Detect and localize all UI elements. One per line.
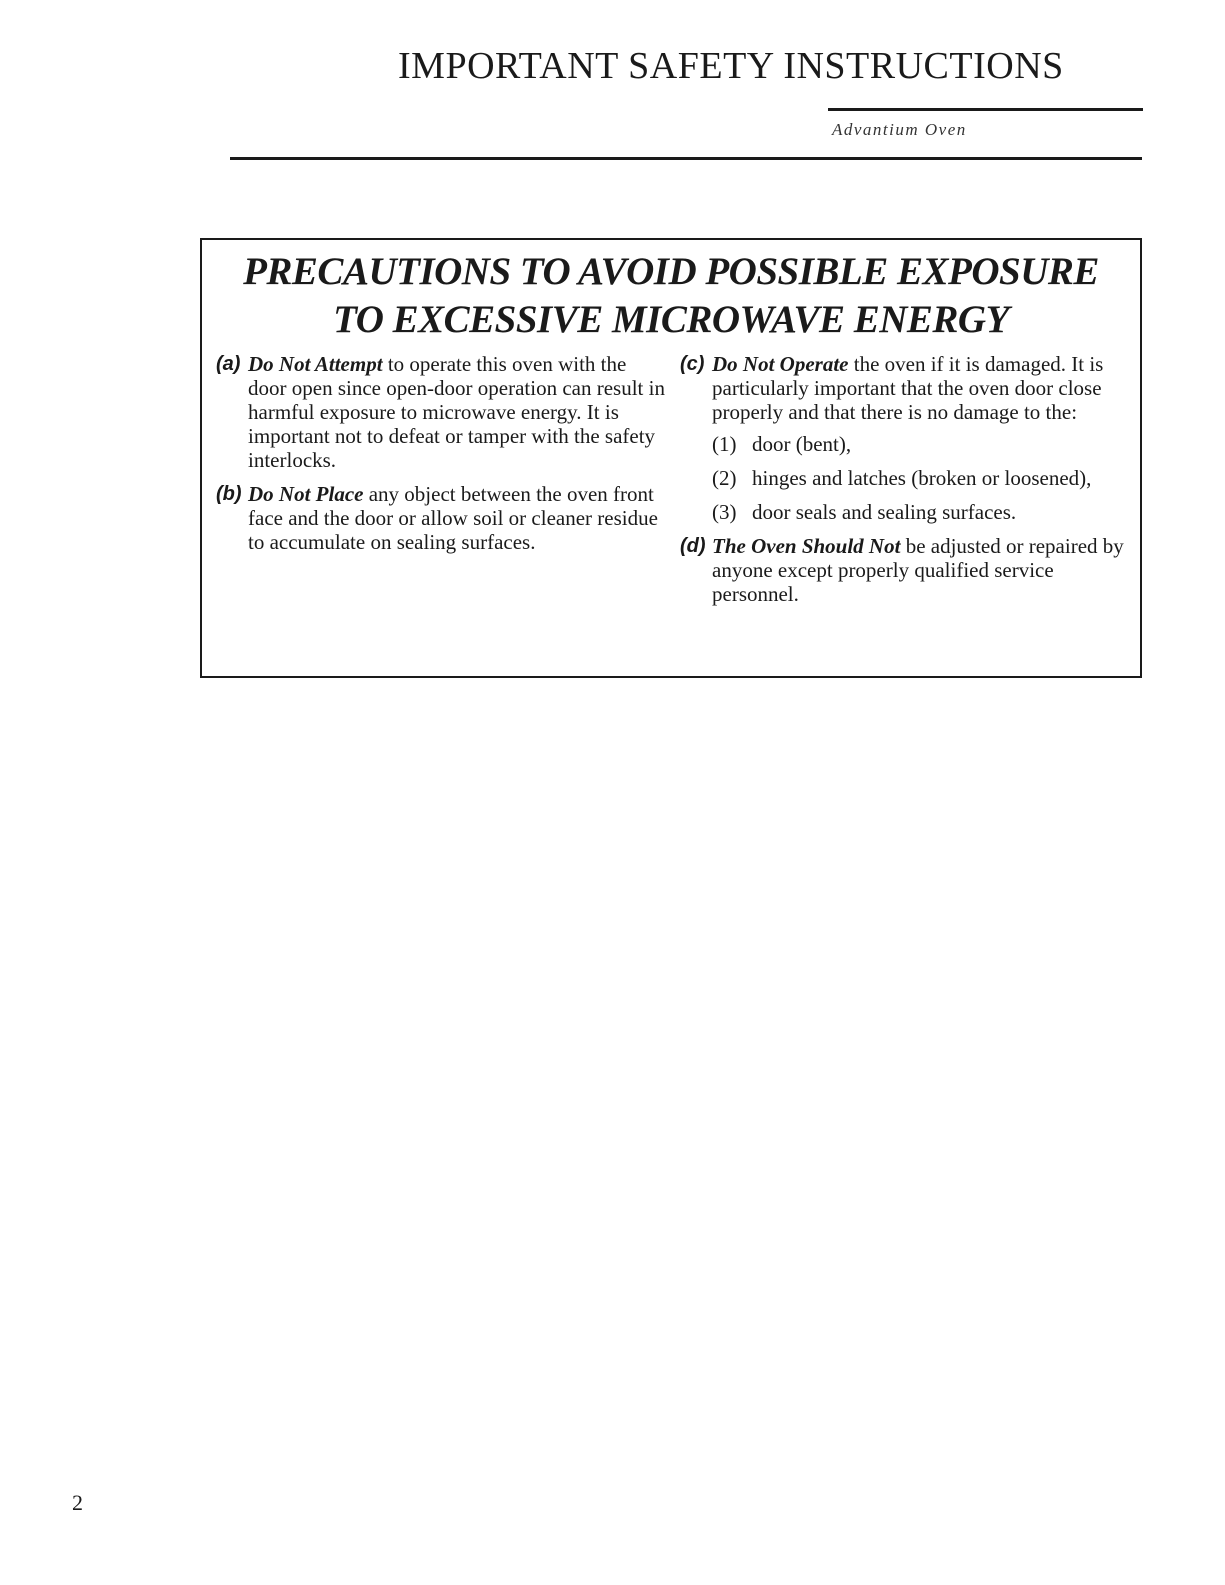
sub-number: (1) <box>712 432 737 456</box>
item-lead: The Oven Should Not <box>712 534 901 558</box>
product-name: Advantium Oven <box>832 120 967 139</box>
left-column <box>216 352 666 564</box>
sublist-item <box>712 432 1130 456</box>
item-letter: (d) <box>680 535 706 557</box>
item-letter: (b) <box>216 483 242 505</box>
damage-sublist <box>712 432 1130 524</box>
warning-title-line-1: PRECAUTIONS TO AVOID POSSIBLE EXPOSURE <box>243 250 1099 293</box>
header-rule-long <box>230 157 1142 160</box>
page-header-title: IMPORTANT SAFETY INSTRUCTIONS <box>398 45 1064 87</box>
item-text: be adjusted or repaired by anyone except properly qualified service personnel. <box>712 534 1124 606</box>
precaution-item-d <box>680 534 1130 606</box>
item-text: to operate this oven with the door open since open-door operation can result in harmful exposure to microwave energy. It is important not to defeat or tamper with the safety interlocks. <box>248 352 665 472</box>
sub-number: (3) <box>712 500 737 524</box>
item-lead: Do Not Place <box>248 482 364 506</box>
precaution-item-b <box>216 482 666 554</box>
sublist-item <box>712 466 1130 490</box>
item-letter: (c) <box>680 353 705 375</box>
header-rule-short <box>828 108 1143 111</box>
sublist-item <box>712 500 1130 524</box>
page-number: 2 <box>72 1490 83 1515</box>
sub-text: door seals and sealing surfaces. <box>752 500 1017 524</box>
warning-title-line-2: TO EXCESSIVE MICROWAVE ENERGY <box>333 298 1009 341</box>
warning-box-title <box>202 248 1140 344</box>
precaution-item-c <box>680 352 1130 524</box>
item-letter: (a) <box>216 353 241 375</box>
sub-text: door (bent), <box>752 432 852 456</box>
item-lead: Do Not Attempt <box>248 352 383 376</box>
item-text: the oven if it is damaged. It is particularly important that the oven door close properly and that there is no damage to the: <box>712 352 1104 424</box>
sub-text: hinges and latches (broken or loosened), <box>752 466 1092 490</box>
item-lead: Do Not Operate <box>712 352 849 376</box>
item-text: any object between the oven front face and the door or allow soil or cleaner residue to accumulate on sealing surfaces. <box>248 482 658 554</box>
right-column <box>680 352 1130 616</box>
warning-box <box>200 238 1142 678</box>
sub-number: (2) <box>712 466 737 490</box>
precaution-item-a <box>216 352 666 472</box>
